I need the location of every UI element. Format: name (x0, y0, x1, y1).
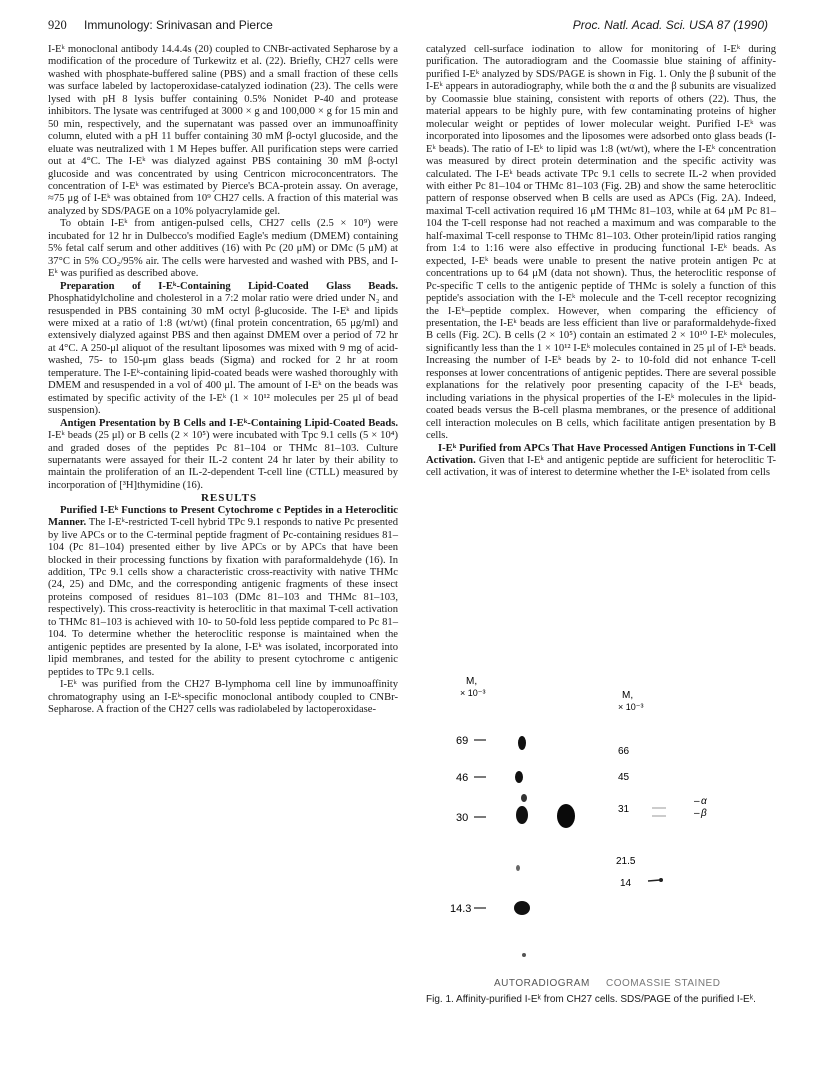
subsection-heading: Preparation of I-Eᵏ-Containing Lipid-Coated Glass Beads. (60, 280, 398, 292)
results-heading: RESULTS (200, 492, 258, 505)
gel-image (426, 668, 776, 993)
beta-label: β (701, 808, 707, 819)
beta-label-dash: – (694, 808, 700, 819)
paragraph-body: Given that I-Eᵏ and antigenic peptide are sufficient for heteroclitic T-cell activation, it was of interest to determine whether the I-Eᵏ isolated from cells (426, 454, 776, 479)
subsection-heading: Antigen Presentation by B Cells and I-Eᵏ-Containing Lipid-Coated Beads. (60, 417, 398, 429)
page-header (48, 18, 768, 36)
right-marker-66: 66 (618, 746, 630, 757)
right-axis-label: M, (622, 690, 634, 701)
methods-paragraph-4 (48, 418, 398, 493)
gel-band (518, 736, 526, 750)
paragraph-body: The I-Eᵏ-restricted T-cell hybrid TPc 9.1 responds to native Pc presented by live APCs or to the C-terminal peptide fragment of Pc-containing residues 81–104 (Pc 81–104) presented either by live APCs or by APCs that have been blocked in their processing functions by fixation with paraformaldehyde (16). In addition, TPc 9.1 cells show a characteristic cross-reactivity with native THMc (24, 25) and DMc, and the corresponding antigenic fragments of these insect proteins composed of residues 81–103 (DMc 81–103 and THMc 81–103, respectively). This cross-reactivity is heteroclitic in that maximal T-cell activation to THMc 81–103 is achieved with 10- to 50-fold less peptide compared to Pc 81–104. To determine whether the heteroclitic response is maintained when the antigenic peptides are presented by Ia alone, I-Eᵏ was isolated, incorporated into lipid membranes, and tested for the ability to present cytochrome c antigenic peptides to TPc 9.1 cells. (48, 517, 398, 678)
journal-citation: Proc. Natl. Acad. Sci. USA 87 (1990) (572, 18, 768, 32)
figure-1-gel (426, 668, 776, 1023)
results-paragraph-4 (426, 443, 776, 480)
subsection-heading: Purified I-Eᵏ Functions to Present Cytochrome c Peptides in a Heteroclitic Manner. (48, 504, 398, 529)
caption-text: Affinity-purified I-Eᵏ from CH27 cells. SDS/PAGE of the purified I-Eᵏ. (453, 994, 756, 1005)
left-column (48, 44, 398, 716)
gel-band (515, 771, 523, 783)
left-marker-46: 46 (456, 772, 469, 784)
gel-band (516, 806, 528, 824)
gel-band (659, 878, 663, 882)
right-column (426, 44, 776, 480)
figure-caption (426, 994, 776, 1006)
gel-band (516, 865, 520, 871)
coomassie-label: COOMASSIE STAINED (606, 978, 721, 989)
subsection-heading: I-Eᵏ Purified from APCs That Have Processed Antigen Functions in T-Cell Activation. (426, 442, 776, 466)
gel-band (521, 794, 527, 802)
results-paragraph-3: catalyzed cell-surface iodination to allow for monitoring of I-Eᵏ during purification. The autoradiogram and the Coomassie blue staining of affinity-purified I-Eᵏ analyzed by SDS/PAGE is shown in Fig. 1. Only the β subunit of the I-Eᵏ appears in autoradiography, while both the α and the β subunits are visualized by Coomassie blue staining, consistent with reports of others (22). Thus, the material appears to be highly pure, with few contaminating proteins of higher molecular weight or peptides of lower molecular weight. Purified I-Eᵏ was incorporated into liposomes and the liposomes were adsorbed onto glass beads (I-Eᵏ beads). The ratio of I-Eᵏ to lipid was 1:8 (wt/wt), where the I-Eᵏ concentration was measured by direct protein determination and the specific activity was calculated. The I-Eᵏ beads activate TPc 9.1 cells to secrete IL-2 when provided with either Pc 81–104 or THMc 81–103 (Fig. 2B) and show the same heteroclitic pattern of response observed when B cells are used as APCs (Fig. 2A). Indeed, maximal T-cell activation required 16 μM THMc 81–103, while at 64 μM Pc 81–104 the T-cell response had not reached a maximum and was comparable to the half-maximal T-cell response to THMc 81–103. Other protein/lipid ratios ranging from 1:4 to 1:16 were also effective in producing functional I-Eᵏ beads. As expected, I-Eᵏ beads were unable to present the native protein antigen Pc at concentrations up to 64 μM (data not shown). Thus, the heteroclitic response of Pc-specific T cells to the antigenic peptide of THMc is solely a function of this peptide's association with the I-Eᵏ molecule and the T-cell receptor recognizing the I-Eᵏ–peptide complex. However, when comparing the efficiency of presentation, the I-Eᵏ beads are less efficient than live or paraformaldehyde-fixed B cells (Fig. 2C). B cells (2 × 10⁵) contain an estimated 2 × 10¹⁰ I-Eᵏ molecules, significantly less than the 1 × 10¹² I-Eᵏ molecules contained in 25 μl of I-Eᵏ beads. Increasing the number of I-Eᵏ beads by 2- to 10-fold did not enhance T-cell responses at lower concentrations of antigenic peptides. There are several possible explanations for the relatively poor presenting capacity of the I-Eᵏ beads, including variations in the physical properties of the I-Eᵏ molecules in the lipid-coated beads versus the B-cell plasma membranes, or the presence of additional cell interaction molecules on B cells, which facilitate antigen presentation by B cells. (426, 44, 776, 442)
caption-label: Fig. 1. (426, 994, 454, 1005)
left-marker-69: 69 (456, 735, 469, 747)
alpha-label-dash: – (694, 796, 700, 807)
left-marker-14-3: 14.3 (450, 903, 472, 915)
alpha-label: α (701, 796, 707, 807)
autoradiogram-label: AUTORADIOGRAM (494, 978, 590, 989)
gel-band (522, 953, 526, 957)
beta-chain-band (557, 804, 575, 828)
methods-paragraph-2: To obtain I-Eᵏ from antigen-pulsed cells, CH27 cells (2.5 × 10⁹) were incubated for 12 hr in Dulbecco's modified Eagle's medium (DMEM) containing 5% fetal calf serum and other additives (16) with Pc (20 μM) or DMc (5 μM) at 37°C in 5% CO₂/95% air. The cells were harvested and washed with PBS, and I-Eᵏ was purified as described above. (48, 218, 398, 280)
results-paragraph-2: I-Eᵏ was purified from the CH27 B-lymphoma cell line by immunoaffinity chromatography using an I-Eᵏ-specific monoclonal antibody coupled to CNBr-Sepharose. A fraction of the CH27 cells was radiolabeled by lactoperoxidase- (48, 679, 398, 716)
right-marker-31: 31 (618, 804, 630, 815)
right-marker-14: 14 (620, 878, 632, 889)
gel-band (514, 901, 530, 915)
methods-paragraph-3 (48, 281, 398, 418)
right-marker-45: 45 (618, 772, 630, 783)
paragraph-body: I-Eᵏ beads (25 μl) or B cells (2 × 10⁵) were incubated with Tpc 9.1 cells (5 × 10⁴) and graded doses of the peptides Pc 81–104 or THMc 81–103. Culture supernatants were assayed for their IL-2 content 24 hr later by their ability to maintain the proliferation of an IL-2-dependent T-cell line (CTLL) measured by incorporation of [³H]thymidine (16). (48, 430, 398, 491)
left-axis-label: M, (466, 676, 478, 687)
left-axis-scale: × 10⁻³ (460, 688, 486, 698)
marker-tick (648, 880, 660, 881)
page-number: 920 (48, 18, 67, 32)
right-axis-scale: × 10⁻³ (618, 702, 644, 712)
results-paragraph-1 (48, 505, 398, 679)
methods-paragraph-1: I-Eᵏ monoclonal antibody 14.4.4s (20) coupled to CNBr-activated Sepharose by a modification of the procedure of Turkewitz et al. (22). Briefly, CH27 cells were washed with phosphate-buffered saline (PBS) and a small fraction of these cells was surface labeled by lactoperoxidase-catalyzed iodination (23). The cells were lysed with pH 8 lysis buffer containing 0.5% Nonidet P-40 and protease inhibitors. The lysate was centrifuged at 3000 × g and 100,000 × g for 15 min and 50 min, respectively, and the supernatant was passed over an immunoaffinity column, eluted with a pH 11 buffer containing 30 mM β-octyl glucoside, and the eluate was neutralized with 1 M Hepes buffer. All purification steps were carried out at 4°C. The I-Eᵏ was dialyzed against PBS containing 30 mM β-octyl glucoside and was concentrated by using Centricon microconcentrators. The concentration of I-Eᵏ was estimated by Pierce's BCA-protein assay. On average, ≈75 μg of I-Eᵏ was obtained from 10⁹ CH27 cells. A fraction of this material was analyzed by SDS/PAGE on a 10% polyacrylamide gel. (48, 44, 398, 217)
right-marker-21-5: 21.5 (616, 856, 636, 867)
running-title: Immunology: Srinivasan and Pierce (84, 18, 273, 32)
left-marker-30: 30 (456, 812, 469, 824)
paragraph-body: Phosphatidylcholine and cholesterol in a 7:2 molar ratio were dried under N₂ and resuspended in PBS containing 30 mM octyl β-glucoside. The I-Eᵏ and lipids were mixed at a ratio of 1:8 (wt/wt) (final protein concentration, 65 μg/ml) and extensively dialyzed against PBS and then against DMEM over a period of 72 hr at 4°C. A 250-μl aliquot of the resultant liposomes was mixed with 9 mg of acid-washed, 75- to 150-μm glass beads (Sigma) and rocked for 2 hr at room temperature. The I-Eᵏ-containing lipid-coated beads were washed thoroughly with DMEM and resuspended in a vol of 400 μl. The amount of I-Eᵏ on the beads was estimated by specific activity of the I-Eᵏ (1 × 10¹² molecules per 25 μl of bead suspension). (48, 293, 398, 417)
